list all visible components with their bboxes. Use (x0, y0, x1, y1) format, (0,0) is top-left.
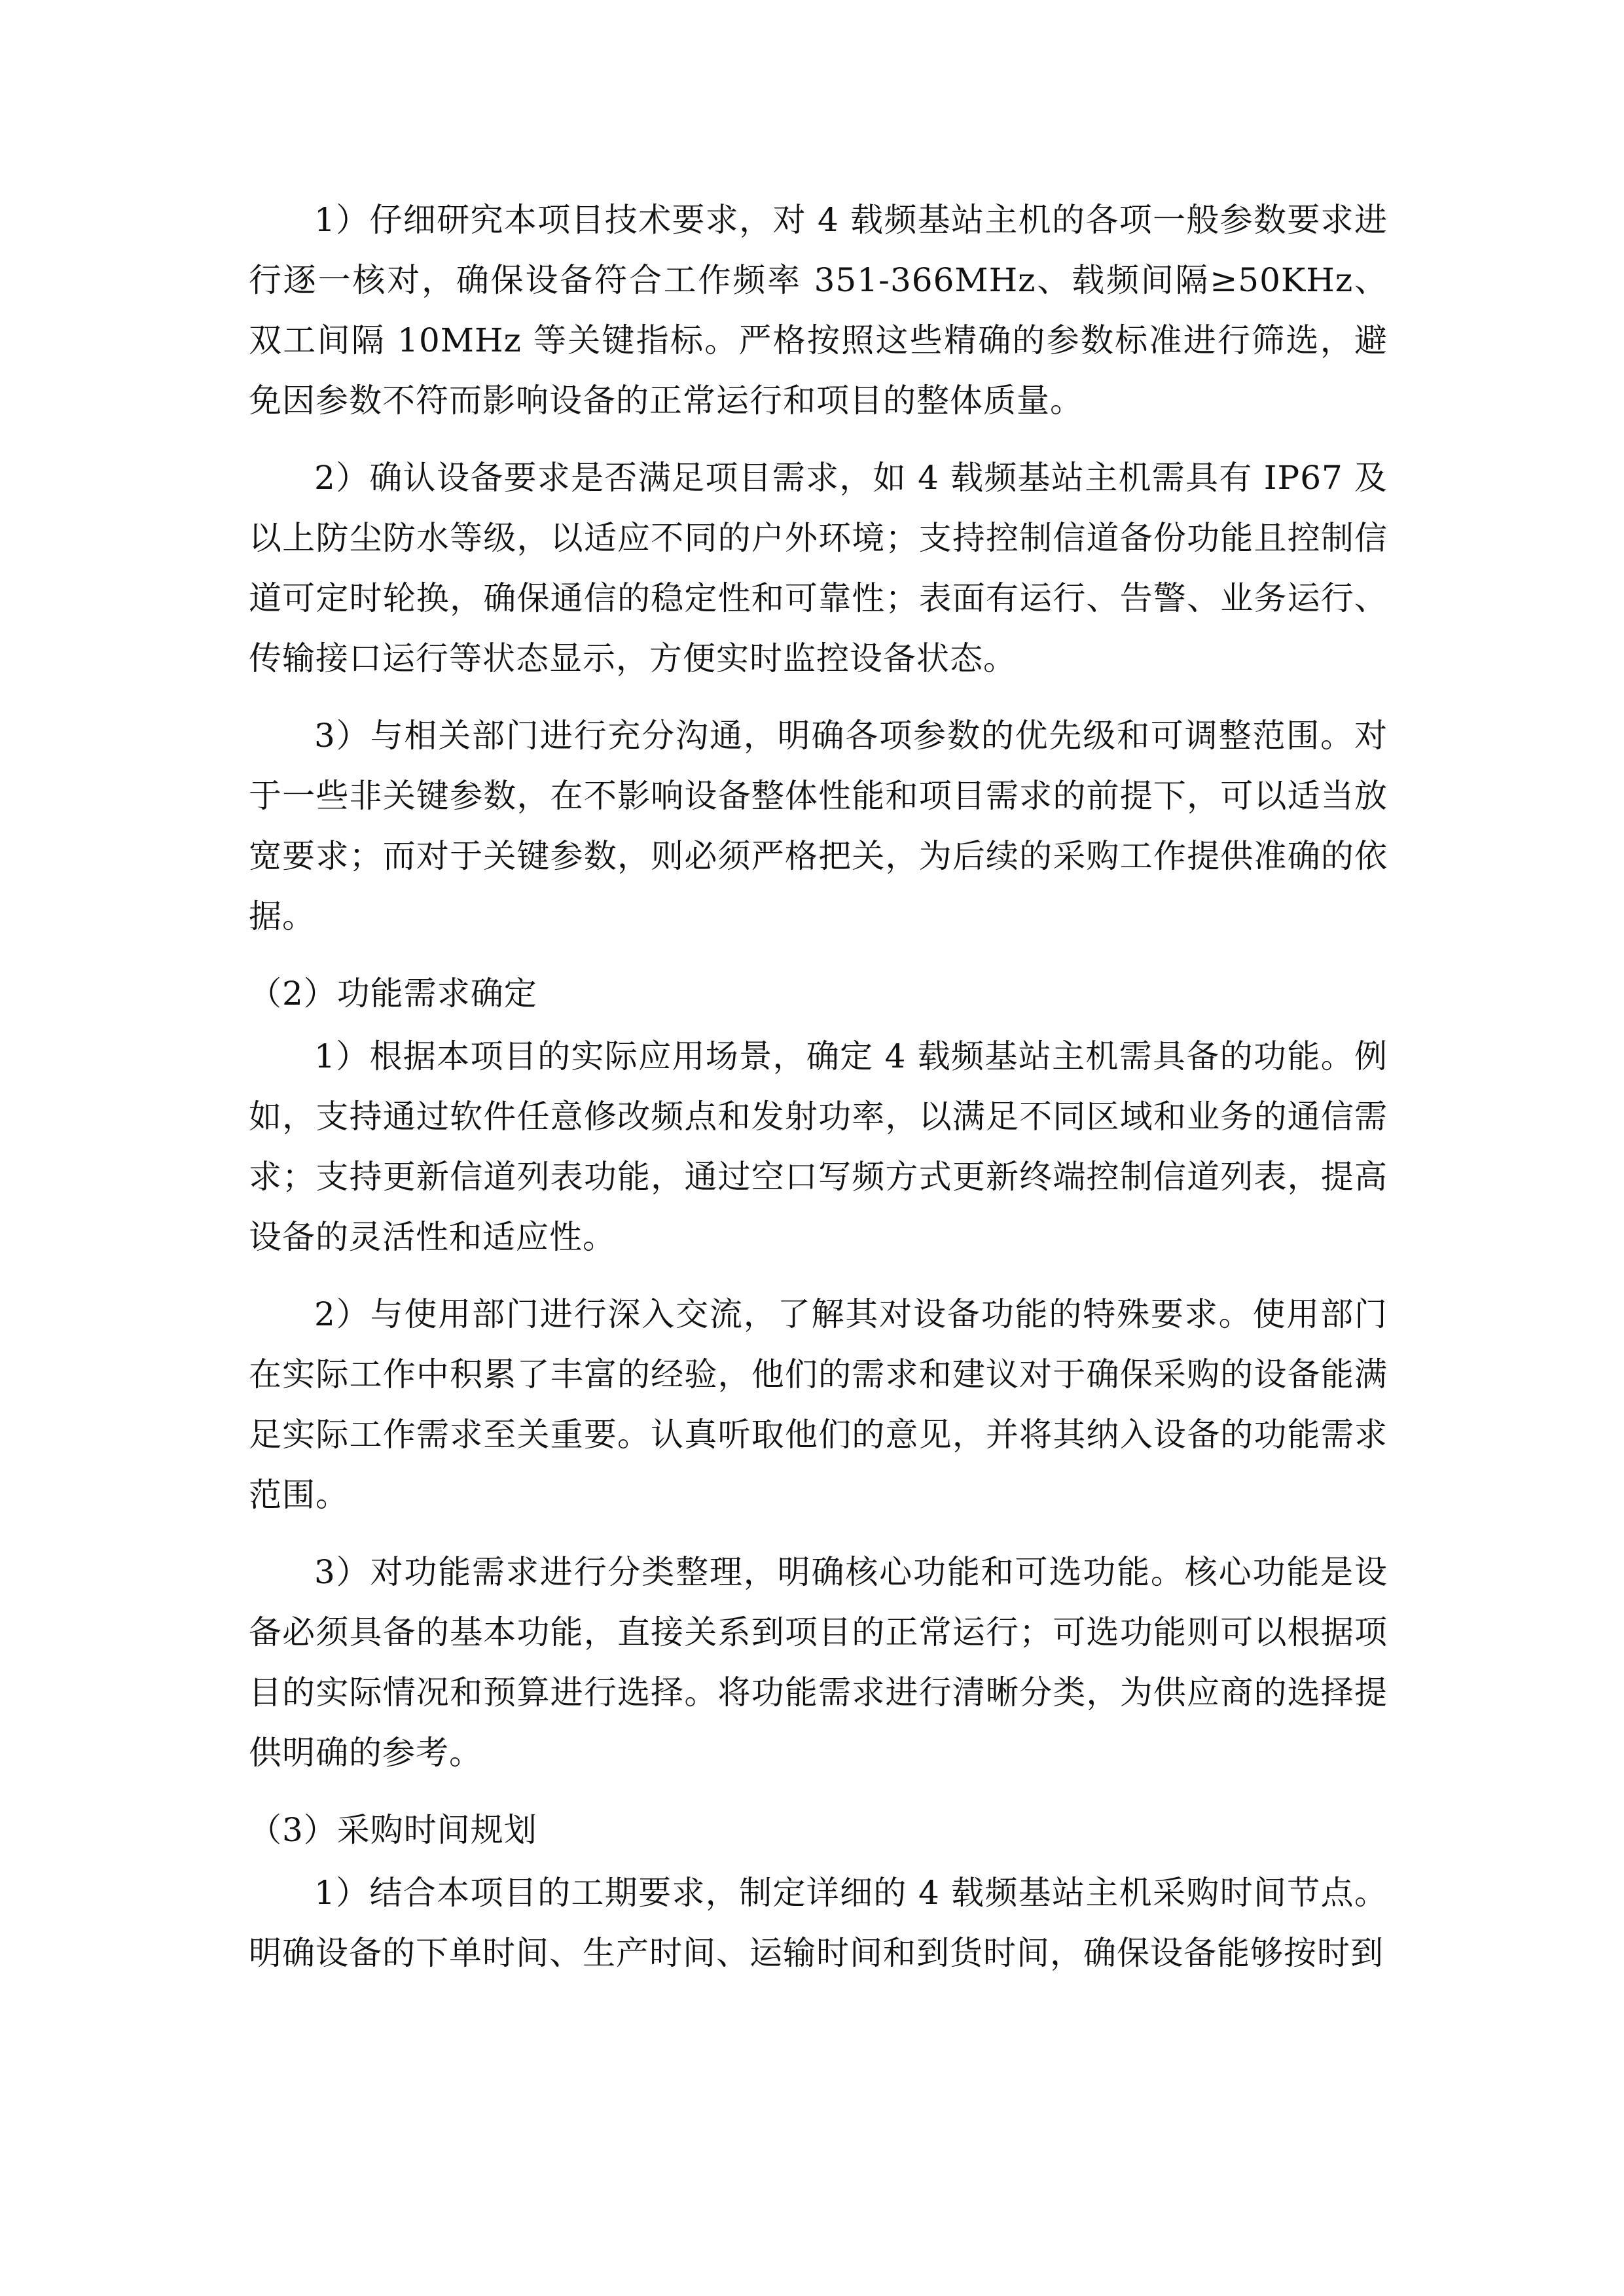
document-page (249, 190, 1388, 2000)
heading-procurement-schedule: （3）采购时间规划 (249, 1811, 537, 1849)
heading-function-requirements: （2）功能需求确定 (249, 975, 537, 1013)
paragraph-function-classification: 3）对功能需求进行分类整理，明确核心功能和可选功能。核心功能是设备必须具备的基本功能，直接关系到项目的正常运行；可选功能则可以根据项目的实际情况和预算进行选择。将功能需求进行清晰分类，为供应商的选择提供明确的参考。 (249, 1553, 1388, 1772)
paragraph-user-department: 2）与使用部门进行深入交流，了解其对设备功能的特殊要求。使用部门在实际工作中积累了丰富的经验，他们的需求和建议对于确保采购的设备能满足实际工作需求至关重要。认真听取他们的意见，并将其纳入设备的功能需求范围。 (249, 1295, 1388, 1514)
paragraph-schedule-nodes: 1）结合本项目的工期要求，制定详细的 4 载频基站主机采购时间节点。明确设备的下单时间、生产时间、运输时间和到货时间，确保设备能够按时到 (249, 1874, 1388, 1972)
paragraph-department-communication: 3）与相关部门进行充分沟通，明确各项参数的优先级和可调整范围。对于一些非关键参数，在不影响设备整体性能和项目需求的前提下，可以适当放宽要求；而对于关键参数，则必须严格把关，为后续的采购工作提供准确的依据。 (249, 717, 1388, 935)
paragraph-device-requirements: 2）确认设备要求是否满足项目需求，如 4 载频基站主机需具有 IP67 及以上防尘防水等级，以适应不同的户外环境；支持控制信道备份功能且控制信道可定时轮换，确保通信的稳定性和可靠性；表面有运行、告警、业务运行、传输接口运行等状态显示，方便实时监控设备状态。 (249, 459, 1388, 677)
paragraph-application-scenario: 1）根据本项目的实际应用场景，确定 4 载频基站主机需具备的功能。例如，支持通过软件任意修改频点和发射功率，以满足不同区域和业务的通信需求；支持更新信道列表功能，通过空口写频方式更新终端控制信道列表，提高设备的灵活性和适应性。 (249, 1037, 1388, 1256)
paragraph-param-check: 1）仔细研究本项目技术要求，对 4 载频基站主机的各项一般参数要求进行逐一核对，确保设备符合工作频率 351-366MHz、载频间隔≥50KHz、双工间隔 10MHz 等关键指标。严格按照这些精确的参数标准进行筛选，避免因参数不符而影响设备的正常运行和项目的整体质量。 (249, 201, 1388, 420)
